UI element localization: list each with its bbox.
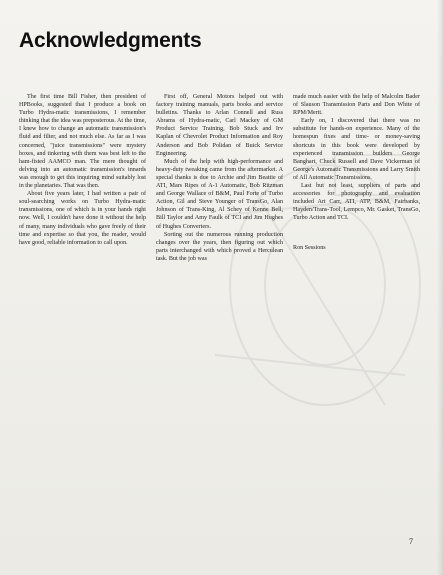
paragraph: Early on, I discovered that there was no substitute for hands-on experience. Many of the homespun fixes and time- or money-saving shortcuts in this book were developed by experienced transmission builders George Banghart, Chuck Russell and Dave Vickerman of George's Automatic Transmissions and Larry Smith of All Automatic Transmissions. [293,118,420,181]
text-columns [19,93,421,263]
paragraph: First off, General Motors helped out with factory training manuals, parts books and service bulletins. Thanks to Arlan Connell and Russ Abrams of Hydra-matic, Carl Mackey of GM Product Service Training, Bob Stuck and Irv Kaplan of Chevrolet Product Information and Roy Anderson and Bob Polidan of Buick Service Engineering. [156,94,283,157]
paragraph: About five years later, I had written a pair of soul-searching works on Turbo Hydra-matic transmissions, one of which is in your hands right now. Well, I couldn't have done it without the help of many, many individuals who gave freely of their time and expertise so that you, the reader, would have good, reliable information to call upon. [19,191,146,246]
paragraph: Last but not least, suppliers of parts and accessories for photography and evaluation included Art Carr, ATI, ATP, B&M, Fairbanks, Hayden/Trans-Tool, Lempco, Mr. Gasket, TransGo, Turbo Action and TCI. [293,183,420,222]
page-title: Acknowledgments [19,29,202,52]
paragraph: made much easier with the help of Malcolm Bader of Slauson Transmission Parts and Don White of RPM/Merit. [293,94,420,117]
paragraph: Much of the help with high-performance and heavy-duty tweaking came from the aftermarket. A special thanks is due to Archie and Jim Beattie of ATI, Mars Ripes of A-1 Automatic, Bob Ritzman and George Wallace of B&M, Paul Forte of Turbo Action, Gil and Steve Younger of TransGo, Alan Johnson of Trans-King, Al Schey of Kenne Bell, Bill Taylor and Amy Faulk of TCI and Jim Hughes of Hughes Converters. [156,158,283,230]
text-column-1 [19,93,146,263]
text-column-3 [293,93,420,263]
author-signature: Ron Sessions [293,244,326,251]
text-column-2 [156,93,283,263]
paragraph: The first time Bill Fisher, then president of HPBooks, suggested that I produce a book on Turbo Hydra-matic transmissions, I remember thinking that the idea was preposterous. At the time, I knew how to change an automatic transmission's fluid and filter, and not much else. As far as I was concerned, "juice transmissions" were mystery boxes, and tinkering with them was best left to the ham-fisted AAMCO man. The mere thought of delving into an automatic transmission's innards was enough to get this inquiring mind suitably lost in the planetaries. That was then. [19,94,146,190]
page-number: 7 [409,537,413,546]
paragraph: Sorting out the numerous running production changes over the years, then figuring out which parts interchanged with which proved a Herculean task. But the job was [156,231,283,262]
